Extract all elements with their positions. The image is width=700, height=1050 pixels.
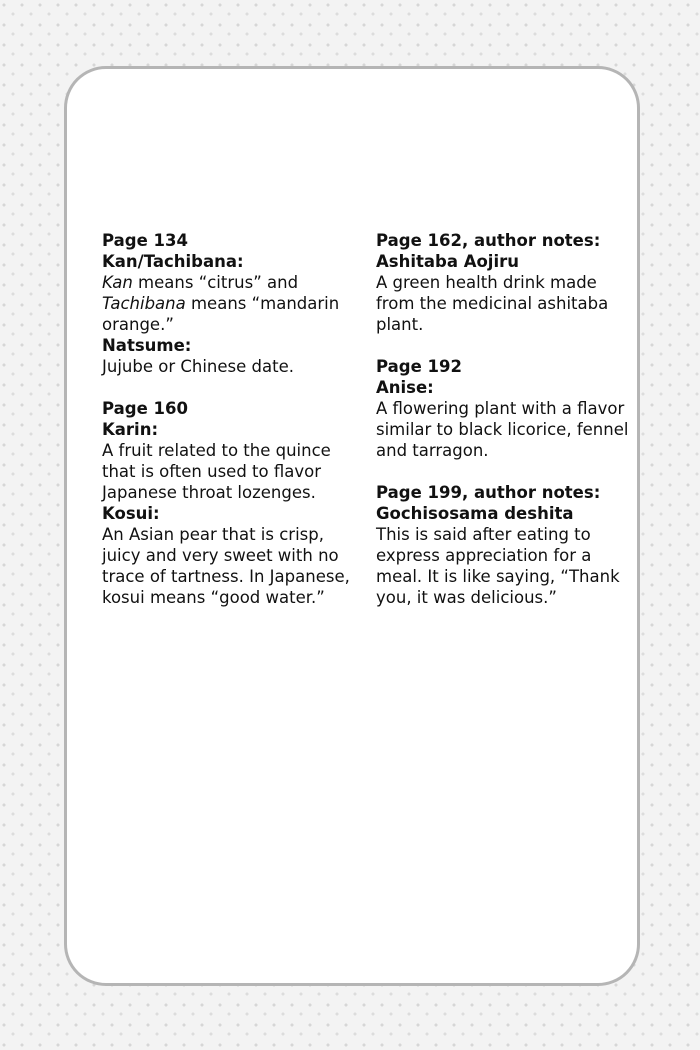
page-heading: Page 199, author notes: — [376, 483, 601, 502]
entry-page-134 — [102, 230, 358, 377]
entry-page-162 — [376, 230, 638, 335]
term-definition: Jujube or Chinese date. — [102, 357, 294, 376]
page-heading: Page 192 — [376, 357, 462, 376]
term-heading: Ashitaba Aojiru — [376, 252, 520, 271]
term-definition: A flowering plant with a flavor similar to black licorice, fennel and tarragon. — [376, 399, 629, 460]
term-heading: Kosui: — [102, 504, 160, 523]
left-column — [102, 230, 358, 629]
term-heading: Anise: — [376, 378, 434, 397]
right-column — [376, 230, 638, 629]
entry-page-192 — [376, 356, 638, 461]
page-heading: Page 160 — [102, 399, 188, 418]
page-heading: Page 162, author notes: — [376, 231, 601, 250]
term-definition: Kan means “citrus” and Tachibana means “mandarin orange.” — [102, 273, 340, 334]
term-definition: An Asian pear that is crisp, juicy and very sweet with no trace of tartness. In Japanese, kosui means “good water.” — [102, 525, 350, 607]
term-definition: A green health drink made from the medicinal ashitaba plant. — [376, 273, 609, 334]
term-heading: Gochisosama deshita — [376, 504, 574, 523]
term-heading: Natsume: — [102, 336, 192, 355]
term-heading: Karin: — [102, 420, 159, 439]
term-definition: This is said after eating to express appreciation for a meal. It is like saying, “Thank you, it was delicious.” — [376, 525, 620, 607]
entry-page-199 — [376, 482, 638, 608]
entry-page-160 — [102, 398, 358, 608]
term-definition: A fruit related to the quince that is often used to flavor Japanese throat lozenges. — [102, 441, 331, 502]
term-heading: Kan/Tachibana: — [102, 252, 244, 271]
page-heading: Page 134 — [102, 231, 188, 250]
